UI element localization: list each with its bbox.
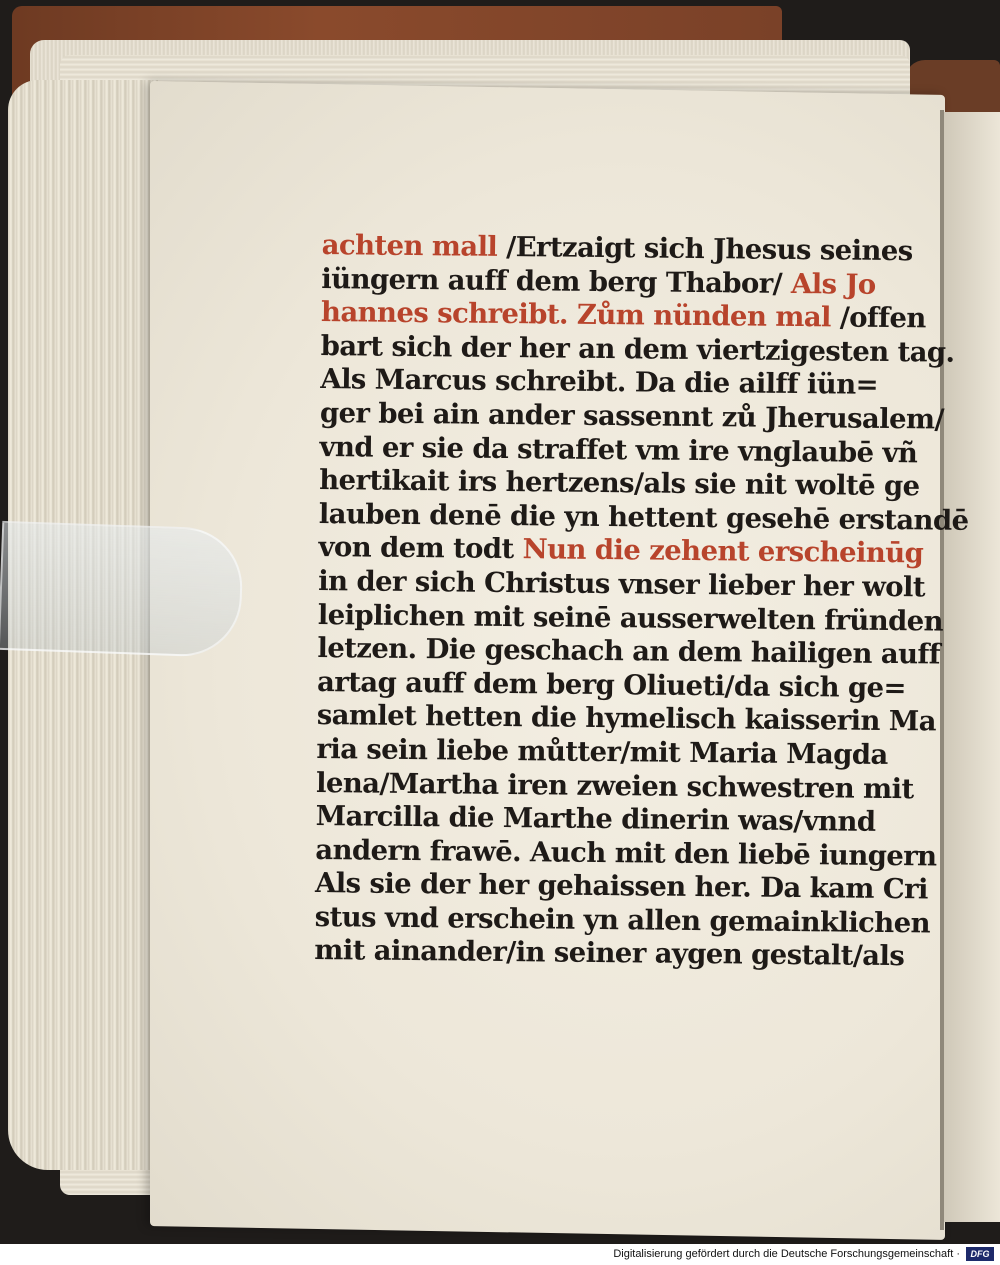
footer-bar: [0, 1244, 1000, 1265]
body-text: samlet hetten die hymelisch kaisserin Ma: [316, 699, 937, 738]
facing-page: [944, 112, 1000, 1222]
body-text: von dem todt: [318, 531, 523, 566]
body-text: lena/Martha iren zweien schwestren mit: [315, 766, 914, 805]
body-text: letzen. Die geschach an dem hailigen auff: [317, 632, 941, 671]
rubric-text: hannes schreibt. Zům nünden mal: [320, 296, 832, 334]
body-text: Marcilla die Marthe dinerin was/vnnd: [315, 800, 876, 838]
dfg-logo: DFG: [966, 1247, 994, 1261]
body-text: artag auff dem berg Oliueti/da sich ge=: [316, 665, 907, 704]
body-text: ger bei ain ander sassennt zů Jherusalem/: [319, 396, 945, 436]
body-text: Als Marcus schreibt. Da die ailff iün=: [320, 363, 879, 402]
rubric-text: Als Jo: [790, 267, 876, 301]
body-text: vnd er sie da straffet vm ire vnglaubē vñ: [319, 430, 918, 469]
body-text: leiplichen mit seinē ausserwelten fründen: [317, 598, 944, 638]
text-line: [314, 934, 905, 974]
body-text: mit ainander/in seiner aygen gestalt/als: [314, 934, 905, 973]
body-text: lauben denē die yn hettent gesehē erstandē: [318, 497, 969, 537]
body-text: stus vnd erschein yn allen gemainklichen: [314, 900, 931, 940]
rubric-text: achten mall: [321, 229, 498, 263]
body-text: andern frawē. Auch mit den liebē iungern: [315, 833, 937, 873]
body-text: ria sein liebe můtter/mit Maria Magda: [316, 732, 888, 771]
body-text: iüngern auff dem berg Thabor/: [321, 262, 792, 300]
body-text: Als sie der her gehaissen her. Da kam Cri: [314, 867, 928, 906]
page-text: [314, 229, 969, 974]
body-text: in der sich Christus vnser lieber her wolt: [318, 564, 926, 604]
body-text: bart sich der her an dem viertzigesten tag.: [320, 329, 955, 369]
glass-page-holder: [0, 521, 244, 658]
rubric-text: Nun die zehent erscheinūg: [522, 533, 924, 570]
footer-text: Digitalisierung gefördert durch die Deutsche Forschungsgemeinschaft ·: [613, 1248, 960, 1260]
body-text: hertikait irs hertzens/als sie nit woltē ge: [319, 464, 920, 503]
body-text: /offen: [830, 301, 926, 335]
body-text: /Ertzaigt sich Jhesus seines: [497, 230, 913, 268]
